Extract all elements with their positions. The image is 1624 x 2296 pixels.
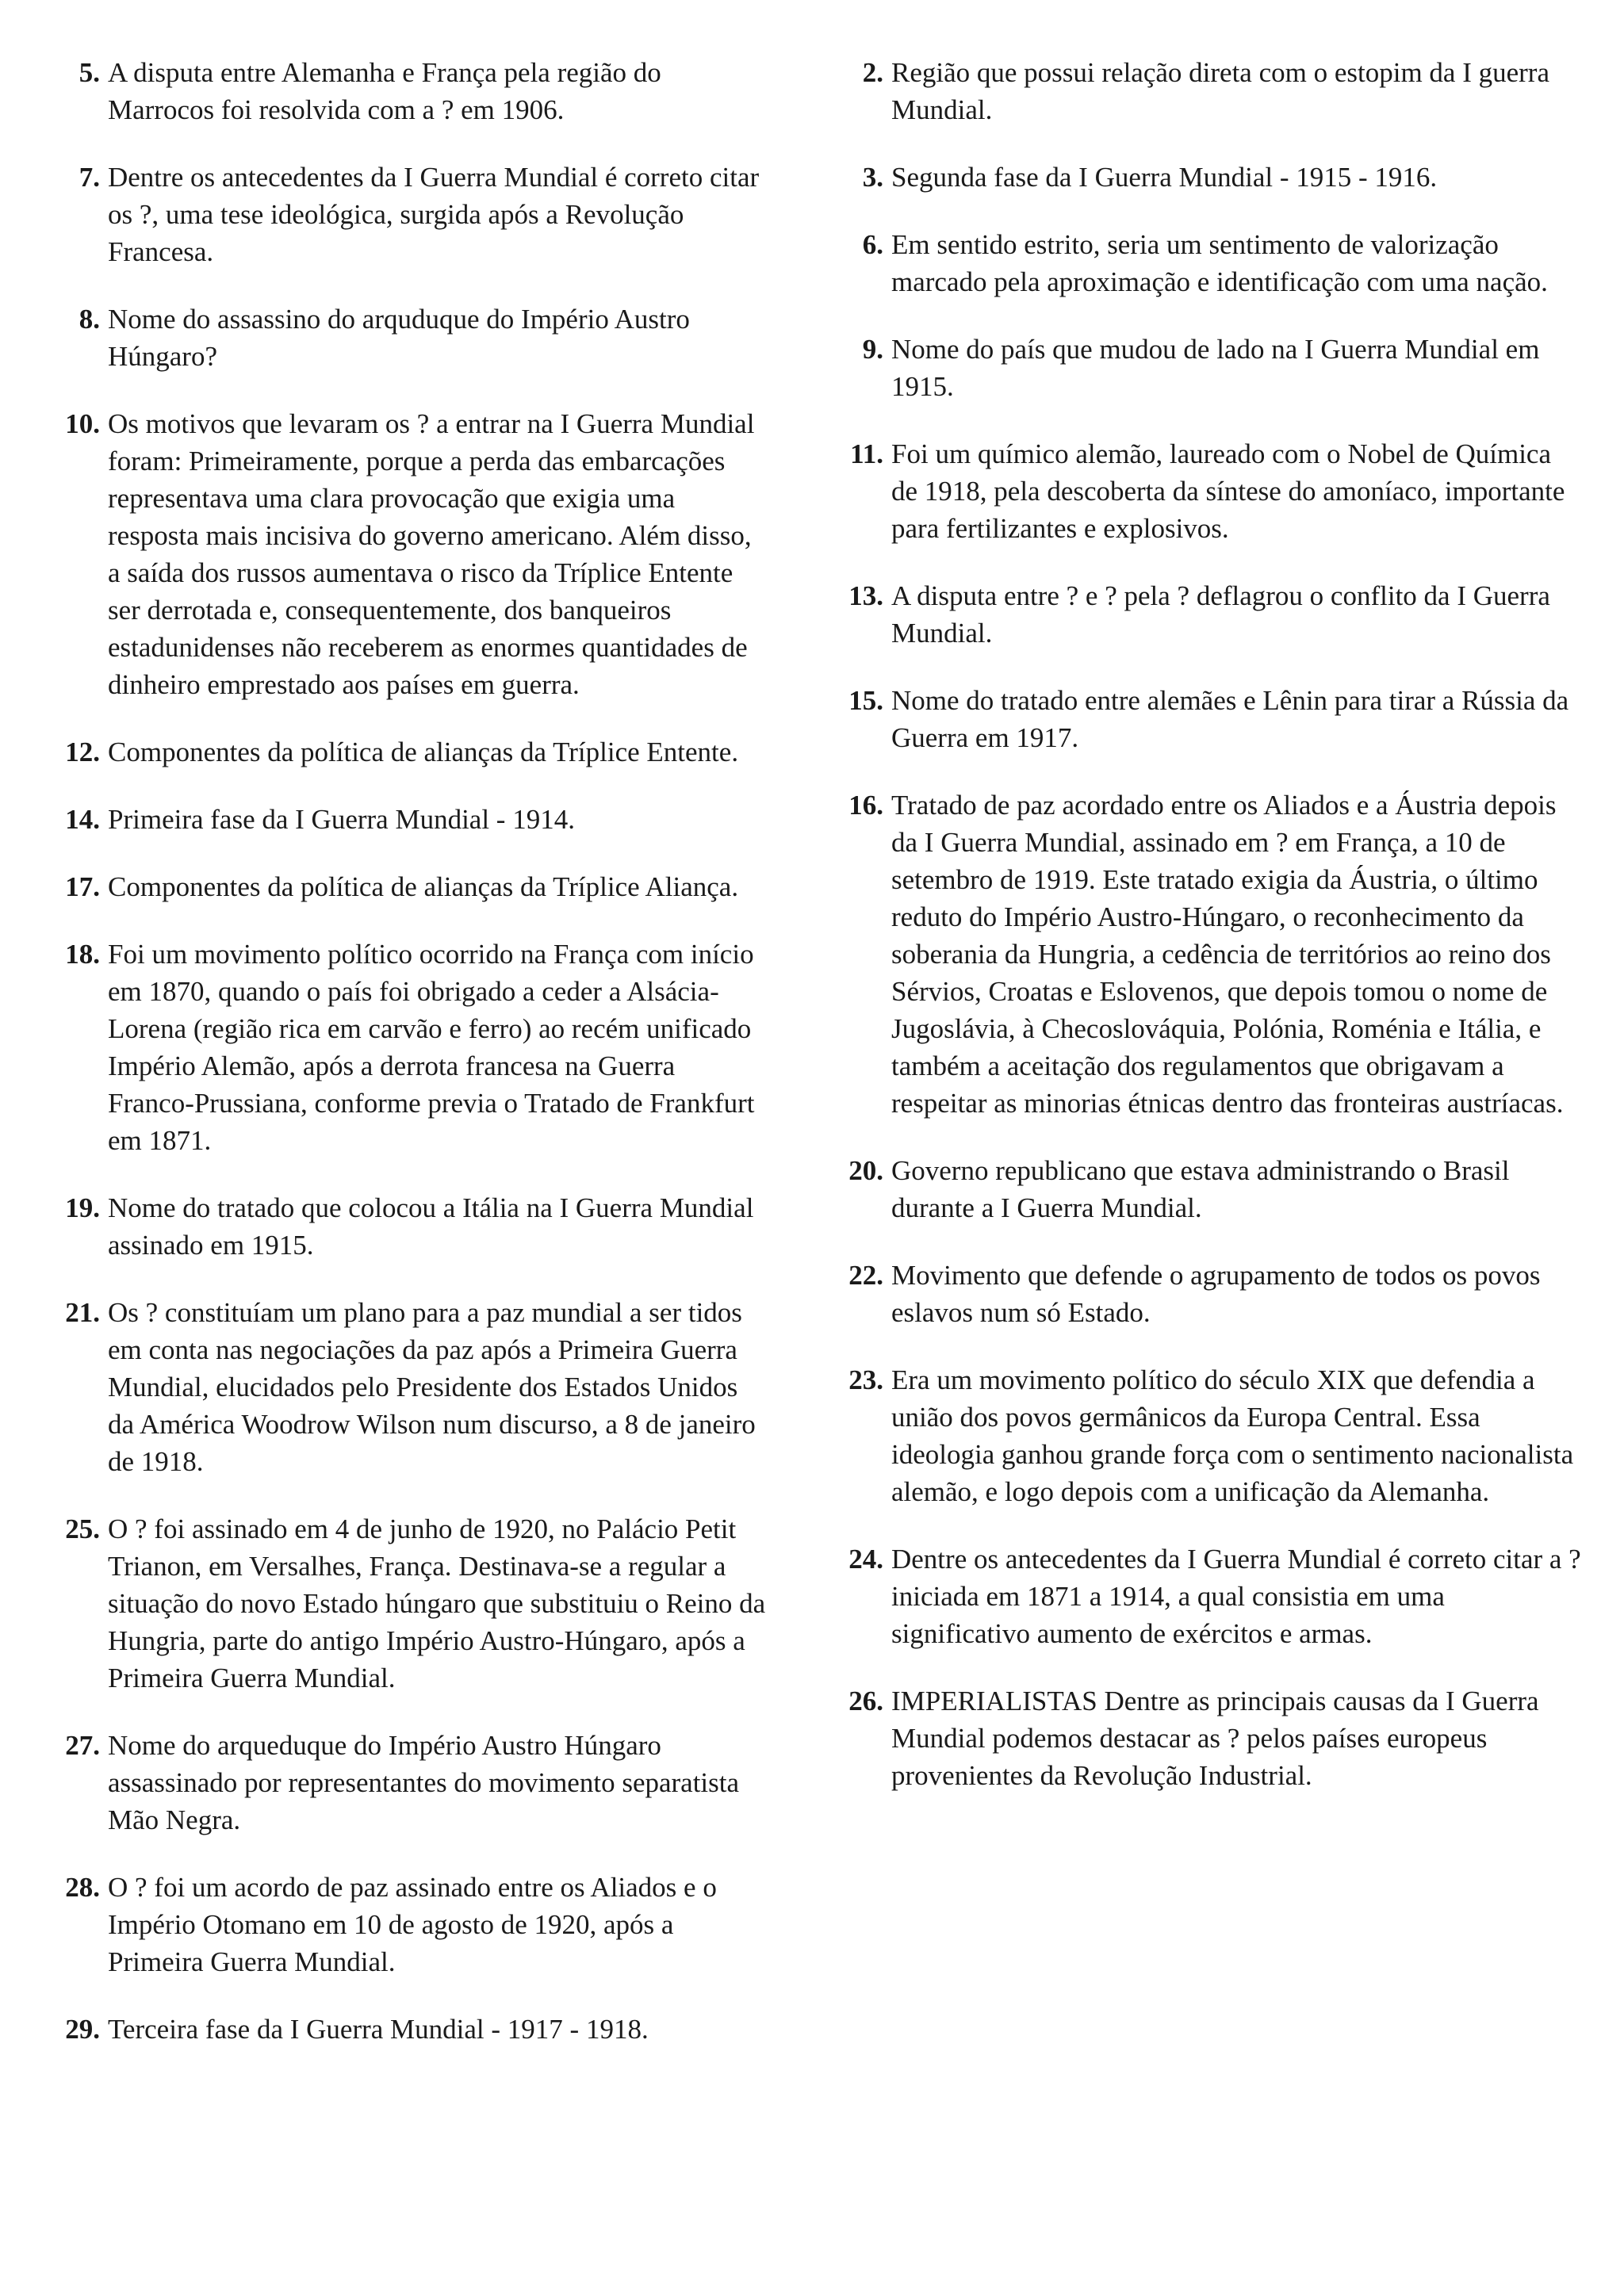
clue-text: Nome do tratado entre alemães e Lênin para tirar a Rússia da Guerra em 1917. <box>891 685 1569 753</box>
clue-27 <box>56 1727 769 1839</box>
clue-text: Tratado de paz acordado entre os Aliados e a Áustria depois da I Guerra Mundial, assinado em ? em França, a 10 de setembro de 1919. Este tratado exigia da Áustria, o último reduto do Império Austro-Húngaro, o reconhecimento da soberania da Hungria, a cedência de territórios ao reino dos Sérvios, Croatas e Eslovenos, que depois tomou o nome de Jugoslávia, à Checoslováquia, Polónia, Roménia e Itália, e também a aceitação dos regulamentos que obrigavam a respeitar as minorias étnicas dentro das fronteiras austríacas. <box>891 790 1564 1119</box>
clue-number: 27. <box>65 1730 100 1761</box>
clue-text: Região que possui relação direta com o estopim da I guerra Mundial. <box>891 57 1549 125</box>
clue-number: 13. <box>848 580 883 611</box>
clue-text: Foi um movimento político ocorrido na França com início em 1870, quando o país foi obrigado a ceder a Alsácia-Lorena (região rica em carvão e ferro) ao recém unificado Império Alemão, após a derrota francesa na Guerra Franco-Prussiana, conforme previa o Tratado de Frankfurt em 1871. <box>108 939 755 1156</box>
clue-3 <box>839 159 1584 196</box>
clue-text: Terceira fase da I Guerra Mundial - 1917 - 1918. <box>108 2014 649 2045</box>
clue-number: 8. <box>79 304 100 335</box>
clue-number: 3. <box>862 162 883 193</box>
clue-text: Nome do país que mudou de lado na I Guerra Mundial em 1915. <box>891 334 1540 402</box>
clue-number: 17. <box>65 871 100 902</box>
clue-number: 24. <box>848 1544 883 1575</box>
clue-8 <box>56 300 769 375</box>
clue-text: Era um movimento político do século XIX que defendia a união dos povos germânicos da Europa Central. Essa ideologia ganhou grande força com o sentimento nacionalista alemão, e logo depois com a unificação da Alemanha. <box>891 1364 1574 1507</box>
clue-text: Dentre os antecedentes da I Guerra Mundial é correto citar os ?, uma tese ideológica, surgida após a Revolução Francesa. <box>108 162 760 267</box>
clue-6 <box>839 226 1584 300</box>
clue-text: IMPERIALISTAS Dentre as principais causas da I Guerra Mundial podemos destacar as ? pelos países europeus provenientes da Revolução Industrial. <box>891 1686 1539 1791</box>
clue-10 <box>56 405 769 703</box>
clue-number: 16. <box>848 790 883 821</box>
clue-number: 25. <box>65 1513 100 1544</box>
clue-number: 23. <box>848 1364 883 1395</box>
clue-29 <box>56 2011 769 2048</box>
clue-18 <box>56 936 769 1159</box>
clue-number: 11. <box>850 438 883 469</box>
clue-22 <box>839 1257 1584 1331</box>
clue-number: 18. <box>65 939 100 970</box>
clue-text: Governo republicano que estava administrando o Brasil durante a I Guerra Mundial. <box>891 1155 1510 1223</box>
clue-16 <box>839 786 1584 1122</box>
clue-number: 15. <box>848 685 883 716</box>
clue-text: Nome do assassino do arquduque do Império Austro Húngaro? <box>108 304 690 372</box>
clue-number: 19. <box>65 1192 100 1223</box>
clue-text: Primeira fase da I Guerra Mundial - 1914. <box>108 804 575 835</box>
clue-28 <box>56 1869 769 1980</box>
clue-17 <box>56 868 769 905</box>
clue-text: Foi um químico alemão, laureado com o Nobel de Química de 1918, pela descoberta da síntese do amoníaco, importante para fertilizantes e explosivos. <box>891 438 1565 544</box>
clue-7 <box>56 159 769 270</box>
clue-text: O ? foi assinado em 4 de junho de 1920, no Palácio Petit Trianon, em Versalhes, França. Destinava-se a regular a situação do novo Estado húngaro que substituiu o Reino da Hungria, parte do antigo Império Austro-Húngaro, após a Primeira Guerra Mundial. <box>108 1513 766 1693</box>
clue-number: 2. <box>862 57 883 88</box>
clue-text: A disputa entre ? e ? pela ? deflagrou o conflito da I Guerra Mundial. <box>891 580 1550 649</box>
clue-text: Segunda fase da I Guerra Mundial - 1915 - 1916. <box>891 162 1438 193</box>
clue-text: Nome do arqueduque do Império Austro Húngaro assassinado por representantes do movimento separatista Mão Negra. <box>108 1730 740 1835</box>
clue-12 <box>56 733 769 771</box>
clue-number: 29. <box>65 2014 100 2045</box>
clue-text: Os motivos que levaram os ? a entrar na I Guerra Mundial foram: Primeiramente, porque a perda das embarcações representava uma clara provocação que exigia uma resposta mais incisiva do governo americano. Além disso, a saída dos russos aumentava o risco da Tríplice Entente ser derrotada e, consequentemente, dos banqueiros estadunidenses não receberem as enormes quantidades de dinheiro emprestado aos países em guerra. <box>108 408 755 700</box>
clue-number: 21. <box>65 1297 100 1328</box>
clue-number: 14. <box>65 804 100 835</box>
clue-20 <box>839 1152 1584 1226</box>
clue-26 <box>839 1682 1584 1794</box>
clue-text: A disputa entre Alemanha e França pela região do Marrocos foi resolvida com a ? em 1906. <box>108 57 661 125</box>
clue-text: Dentre os antecedentes da I Guerra Mundial é correto citar a ? iniciada em 1871 a 1914, a qual consistia em uma significativo aumento de exércitos e armas. <box>891 1544 1581 1649</box>
clue-5 <box>56 54 769 128</box>
clue-number: 28. <box>65 1872 100 1903</box>
clue-24 <box>839 1540 1584 1652</box>
clue-number: 9. <box>862 334 883 365</box>
clue-number: 7. <box>79 162 100 193</box>
clue-number: 22. <box>848 1260 883 1291</box>
clue-number: 10. <box>65 408 100 439</box>
clue-23 <box>839 1361 1584 1510</box>
clue-11 <box>839 435 1584 547</box>
clue-text: Em sentido estrito, seria um sentimento de valorização marcado pela aproximação e identificação com uma nação. <box>891 229 1548 297</box>
clue-text: O ? foi um acordo de paz assinado entre os Aliados e o Império Otomano em 10 de agosto de 1920, após a Primeira Guerra Mundial. <box>108 1872 717 1977</box>
clue-text: Componentes da política de alianças da Tríplice Aliança. <box>108 871 739 902</box>
clue-19 <box>56 1189 769 1264</box>
clue-number: 5. <box>79 57 100 88</box>
clue-text: Os ? constituíam um plano para a paz mundial a ser tidos em conta nas negociações da paz após a Primeira Guerra Mundial, elucidados pelo Presidente dos Estados Unidos da América Woodrow Wilson num discurso, a 8 de janeiro de 1918. <box>108 1297 756 1477</box>
clue-14 <box>56 801 769 838</box>
clue-25 <box>56 1510 769 1697</box>
clue-21 <box>56 1294 769 1480</box>
clues-right-column <box>839 54 1584 1824</box>
clue-15 <box>839 682 1584 756</box>
clue-text: Componentes da política de alianças da Tríplice Entente. <box>108 737 739 767</box>
clue-2 <box>839 54 1584 128</box>
clue-text: Movimento que defende o agrupamento de todos os povos eslavos num só Estado. <box>891 1260 1541 1328</box>
clue-number: 26. <box>848 1686 883 1716</box>
clues-left-column <box>56 54 769 2078</box>
clue-number: 12. <box>65 737 100 767</box>
clue-number: 20. <box>848 1155 883 1186</box>
clue-9 <box>839 331 1584 405</box>
clue-text: Nome do tratado que colocou a Itália na I Guerra Mundial assinado em 1915. <box>108 1192 754 1261</box>
clue-13 <box>839 577 1584 652</box>
clue-number: 6. <box>862 229 883 260</box>
